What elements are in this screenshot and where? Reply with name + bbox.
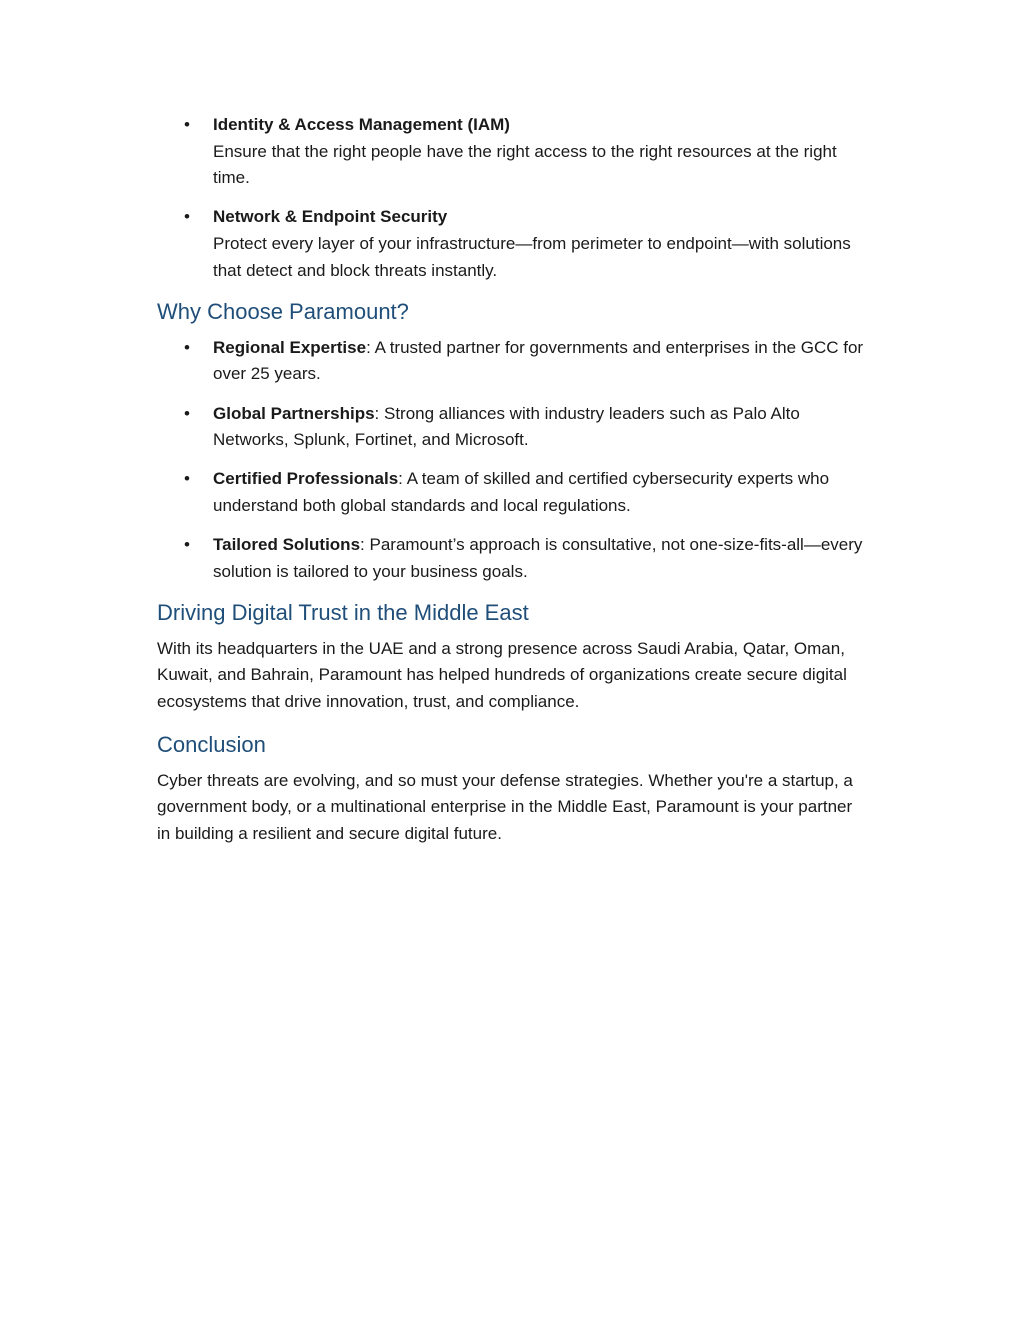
bullet-icon: •: [184, 535, 190, 555]
list-item-term: Global Partnerships: [213, 403, 375, 423]
list-item-description: Ensure that the right people have the right access to the right resources at the right time.: [213, 141, 837, 188]
list-item: [157, 204, 869, 284]
conclusion-paragraph: Cyber threats are evolving, and so must your defense strategies. Whether you're a startup, a government body, or a multinational enterprise in the Middle East, Paramount is your partner in building a resilient and secure digital future.: [157, 770, 853, 843]
list-item: [157, 335, 869, 388]
services-list: [157, 112, 869, 284]
list-item-description: Protect every layer of your infrastructure—from perimeter to endpoint—with solutions that detect and block threats instantly.: [213, 233, 851, 280]
list-item-separator: :: [366, 337, 375, 357]
list-item-term: Identity & Access Management (IAM): [213, 115, 510, 134]
digital-trust-heading: Driving Digital Trust in the Middle East: [157, 599, 529, 625]
bullet-icon: •: [184, 115, 190, 134]
document-body: [157, 112, 869, 861]
list-item-term: Regional Expertise: [213, 337, 367, 357]
list-item-description: A trusted partner for governments and enterprises in the GCC for over 25 years.: [213, 337, 864, 384]
list-item-separator: :: [360, 535, 370, 555]
bullet-icon: •: [184, 469, 190, 489]
why-choose-heading: Why Choose Paramount?: [157, 298, 409, 324]
why-choose-list: [157, 335, 869, 586]
list-item-term: Tailored Solutions: [213, 535, 361, 555]
list-item-description: Paramount’s approach is consultative, not one-size-fits-all—every solution is tailored to your business goals.: [213, 535, 863, 581]
list-item: [157, 112, 869, 192]
digital-trust-paragraph: With its headquarters in the UAE and a strong presence across Saudi Arabia, Qatar, Oman, Kuwait, and Bahrain, Paramount has helped hundreds of organizations create secure digital ecosystems that drive innovation, trust, and compliance.: [157, 638, 847, 712]
conclusion-heading: Conclusion: [157, 731, 266, 757]
list-item-separator: :: [374, 403, 384, 423]
list-item-term: Network & Endpoint Security: [213, 207, 448, 227]
list-item-description: A team of skilled and certified cybersecurity experts who understand both global standards and local regulations.: [213, 469, 830, 515]
list-item: [157, 466, 869, 519]
list-item-description: Strong alliances with industry leaders such as Palo Alto Networks, Splunk, Fortinet, and Microsoft.: [213, 403, 800, 450]
bullet-icon: •: [184, 337, 190, 357]
bullet-icon: •: [184, 403, 190, 423]
list-item: [157, 532, 869, 585]
bullet-icon: •: [184, 207, 190, 227]
list-item-term: Certified Professionals: [213, 469, 399, 489]
list-item: [157, 401, 869, 454]
list-item-separator: :: [398, 469, 407, 489]
